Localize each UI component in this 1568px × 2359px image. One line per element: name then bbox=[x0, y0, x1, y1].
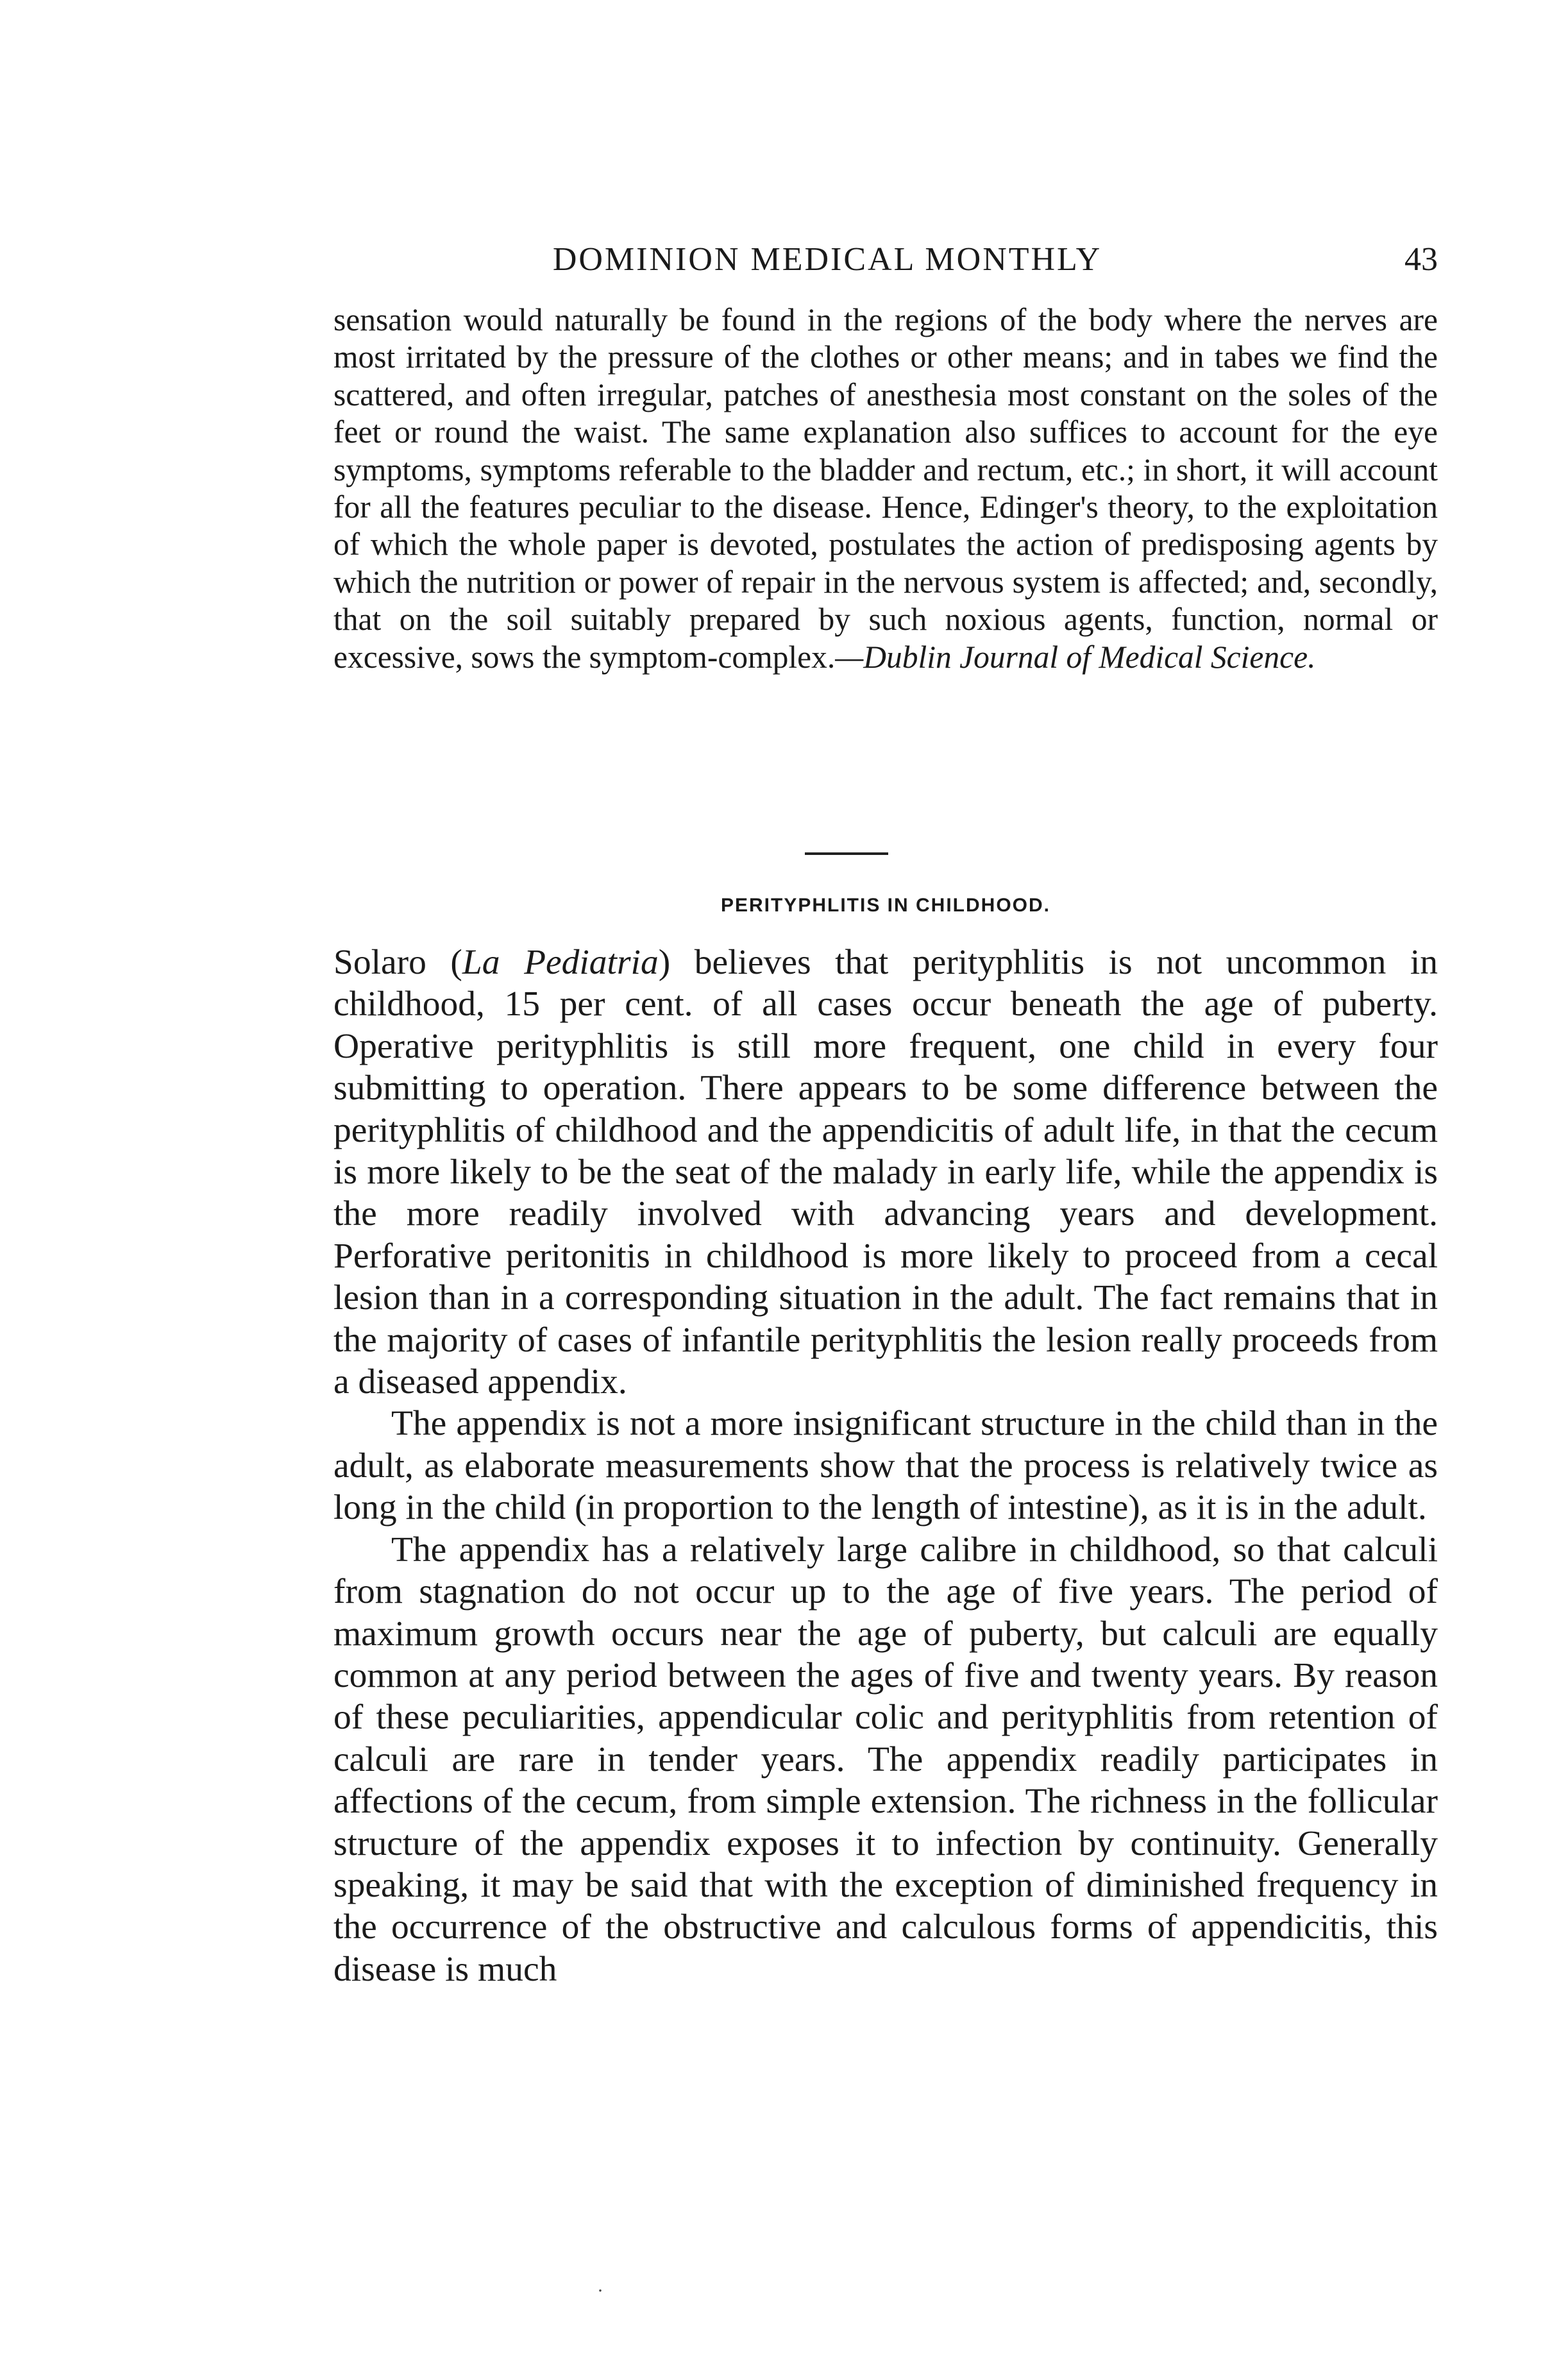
journal-title: DOMINION MEDICAL MONTHLY bbox=[552, 241, 1102, 278]
continued-paragraph-text: sensation would naturally be found in the regions of the body where the nerves are most irritated by the pressure of the clothes or other means; and in tabes we find the scattered, and often irregular, patches of anesthesia most constant on the soles of the feet or round the waist. The same explanation also suffices to account for the eye symptoms, symptoms referable to the bladder and rectum, etc.; in short, it will account for all the features peculiar to the disease. Hence, Edinger's theory, to the exploitation of which the whole paper is devoted, postulates the action of predisposing agents by which the nutrition or power of repair in the nervous system is affected; and, secondly, that on the soil suitably prepared by such noxious agents, function, normal or excessive, sows the symptom-complex. bbox=[333, 302, 1438, 675]
paragraph-1-text: believes that perityphlitis is not uncommon in childhood, 15 per cent. of all cases occur beneath the age of puberty. Operative perityphlitis is still more frequent, one child in every four submitting to operation. There appears to be some difference between the perityphlitis of childhood and the appendicitis of adult life, in that the cecum is more likely to be the seat of the malady in early life, while the appendix is the more readily involved with advancing years and development. Perforative peritonitis in childhood is more likely to proceed from a cecal lesion than in a corresponding situation in the adult. The fact remains that in the majority of cases of infantile perityphlitis the lesion really proceeds from a diseased appendix. bbox=[333, 943, 1438, 1402]
continued-paragraph bbox=[333, 301, 1438, 676]
paragraph-3: The appendix has a relatively large calibre in childhood, so that calculi from stagnation do not occur up to the age of five years. The period of maximum growth occurs near the age of puberty, but calculi are equally common at any period between the ages of five and twenty years. By reason of these peculiarities, appendicular colic and perityphlitis from retention of calculi are rare in tender years. The appendix readily participates in affections of the cecum, from simple extension. The richness in the follicular structure of the appendix exposes it to infection by continuity. Generally speaking, it may be said that with the exception of diminished frequency in the occurrence of the obstructive and calculous forms of appendicitis, this disease is much bbox=[333, 1530, 1438, 1989]
source-journal: La Pediatria bbox=[462, 943, 659, 982]
article-body bbox=[333, 942, 1438, 1990]
continued-article bbox=[333, 301, 1438, 676]
section-divider bbox=[805, 852, 888, 855]
page-number: 43 bbox=[1404, 241, 1438, 278]
author-name: Solaro bbox=[333, 943, 426, 982]
section-heading: PERITYPHLITIS IN CHILDHOOD. bbox=[720, 895, 1051, 916]
print-speck: · bbox=[597, 2280, 603, 2301]
paragraph-1: Solaro (La Pediatria) believes that perityphlitis is not uncommon in childhood, 15 per cent. of all cases occur beneath the age of puberty. Operative perityphlitis is still more frequent, one child in every four submitting to operation. There appears to be some difference between the perityphlitis of childhood and the appendicitis of adult life, in that the cecum is more likely to be the seat of the malady in early life, while the appendix is the more readily involved with advancing years and development. Perforative peritonitis in childhood is more likely to proceed from a cecal lesion than in a corresponding situation in the adult. The fact remains that in the majority of cases of infantile perityphlitis the lesion really proceeds from a diseased appendix. bbox=[333, 943, 1438, 1402]
paragraph-2: The appendix is not a more insignificant structure in the child than in the adult, as elaborate measurements show that the process is relatively twice as long in the child (in proportion to the length of intestine), as it is in the adult. bbox=[333, 1404, 1438, 1528]
source-citation: —Dublin Journal of Medical Science. bbox=[835, 639, 1316, 675]
running-head bbox=[333, 241, 1438, 285]
